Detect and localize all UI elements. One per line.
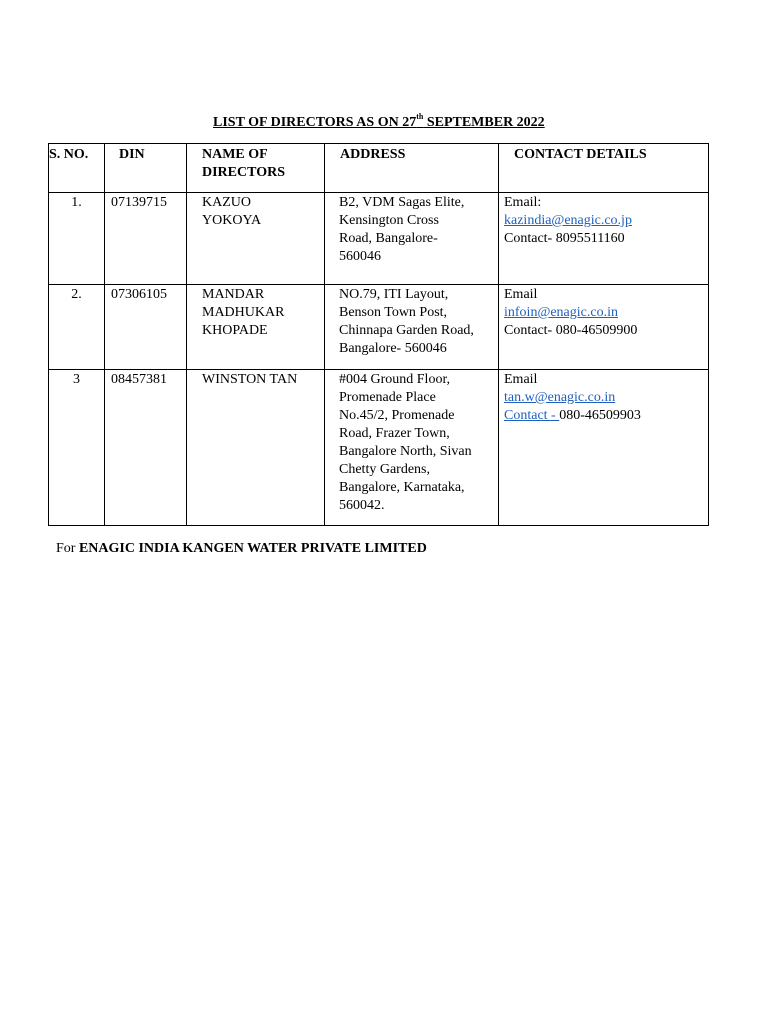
table-row bbox=[49, 285, 709, 370]
email-label: Email bbox=[504, 287, 538, 302]
contact-phone: 080-46509903 bbox=[559, 408, 641, 423]
header-contact: CONTACT DETAILS bbox=[499, 144, 709, 193]
cell-din: 08457381 bbox=[105, 370, 187, 526]
directors-table bbox=[48, 143, 709, 526]
header-din: DIN bbox=[105, 144, 187, 193]
document-title bbox=[213, 114, 545, 132]
footer-prefix: For bbox=[56, 541, 79, 556]
address-line: Kensington Cross bbox=[339, 213, 439, 228]
email-label: Email: bbox=[504, 195, 542, 210]
address-line: Bangalore- 560046 bbox=[339, 341, 447, 356]
address-line: Benson Town Post, bbox=[339, 305, 448, 320]
cell-din: 07306105 bbox=[105, 285, 187, 370]
cell-din: 07139715 bbox=[105, 193, 187, 285]
cell-name bbox=[187, 285, 325, 370]
name-line: WINSTON TAN bbox=[202, 372, 298, 387]
title-tail: SEPTEMBER 2022 bbox=[423, 115, 545, 130]
contact-phone: Contact- 080-46509900 bbox=[504, 323, 638, 338]
title-superscript: th bbox=[416, 112, 424, 122]
table-row bbox=[49, 370, 709, 526]
cell-contact bbox=[499, 193, 709, 285]
header-sno: S. NO. bbox=[49, 144, 105, 193]
address-line: Chinnapa Garden Road, bbox=[339, 323, 474, 338]
address-line: 560046 bbox=[339, 249, 381, 264]
email-link[interactable]: kazindia@enagic.co.jp bbox=[504, 213, 632, 228]
address-line: NO.79, ITI Layout, bbox=[339, 287, 449, 302]
name-line: MADHUKAR bbox=[202, 305, 285, 320]
name-line: KAZUO bbox=[202, 195, 251, 210]
name-line: KHOPADE bbox=[202, 323, 268, 338]
cell-address bbox=[325, 285, 499, 370]
table-row bbox=[49, 193, 709, 285]
email-link[interactable]: infoin@enagic.co.in bbox=[504, 305, 618, 320]
header-address: ADDRESS bbox=[325, 144, 499, 193]
address-line: Bangalore North, Sivan bbox=[339, 444, 472, 459]
contact-phone: Contact- 8095511160 bbox=[504, 231, 625, 246]
address-line: 560042. bbox=[339, 498, 385, 513]
name-line: MANDAR bbox=[202, 287, 265, 302]
address-line: Road, Frazer Town, bbox=[339, 426, 450, 441]
header-name: NAME OF DIRECTORS bbox=[187, 144, 325, 193]
address-line: Promenade Place bbox=[339, 390, 436, 405]
email-label: Email bbox=[504, 372, 538, 387]
cell-sno: 1. bbox=[49, 193, 105, 285]
table-header-row bbox=[49, 144, 709, 193]
address-line: Bangalore, Karnataka, bbox=[339, 480, 465, 495]
address-line: Road, Bangalore- bbox=[339, 231, 438, 246]
cell-contact bbox=[499, 370, 709, 526]
email-link[interactable]: tan.w@enagic.co.in bbox=[504, 390, 616, 405]
cell-contact bbox=[499, 285, 709, 370]
address-line: B2, VDM Sagas Elite, bbox=[339, 195, 465, 210]
cell-name bbox=[187, 370, 325, 526]
title-main: LIST OF DIRECTORS AS ON 27 bbox=[213, 115, 417, 130]
address-line: #004 Ground Floor, bbox=[339, 372, 451, 387]
cell-name bbox=[187, 193, 325, 285]
cell-sno: 3 bbox=[49, 370, 105, 526]
name-line: YOKOYA bbox=[202, 213, 262, 228]
cell-address bbox=[325, 193, 499, 285]
cell-sno: 2. bbox=[49, 285, 105, 370]
footer-signature bbox=[56, 540, 427, 558]
cell-address bbox=[325, 370, 499, 526]
address-line: Chetty Gardens, bbox=[339, 462, 430, 477]
footer-company-name: ENAGIC INDIA KANGEN WATER PRIVATE LIMITED bbox=[78, 541, 427, 556]
contact-link[interactable]: Contact - bbox=[504, 408, 560, 423]
address-line: No.45/2, Promenade bbox=[339, 408, 455, 423]
